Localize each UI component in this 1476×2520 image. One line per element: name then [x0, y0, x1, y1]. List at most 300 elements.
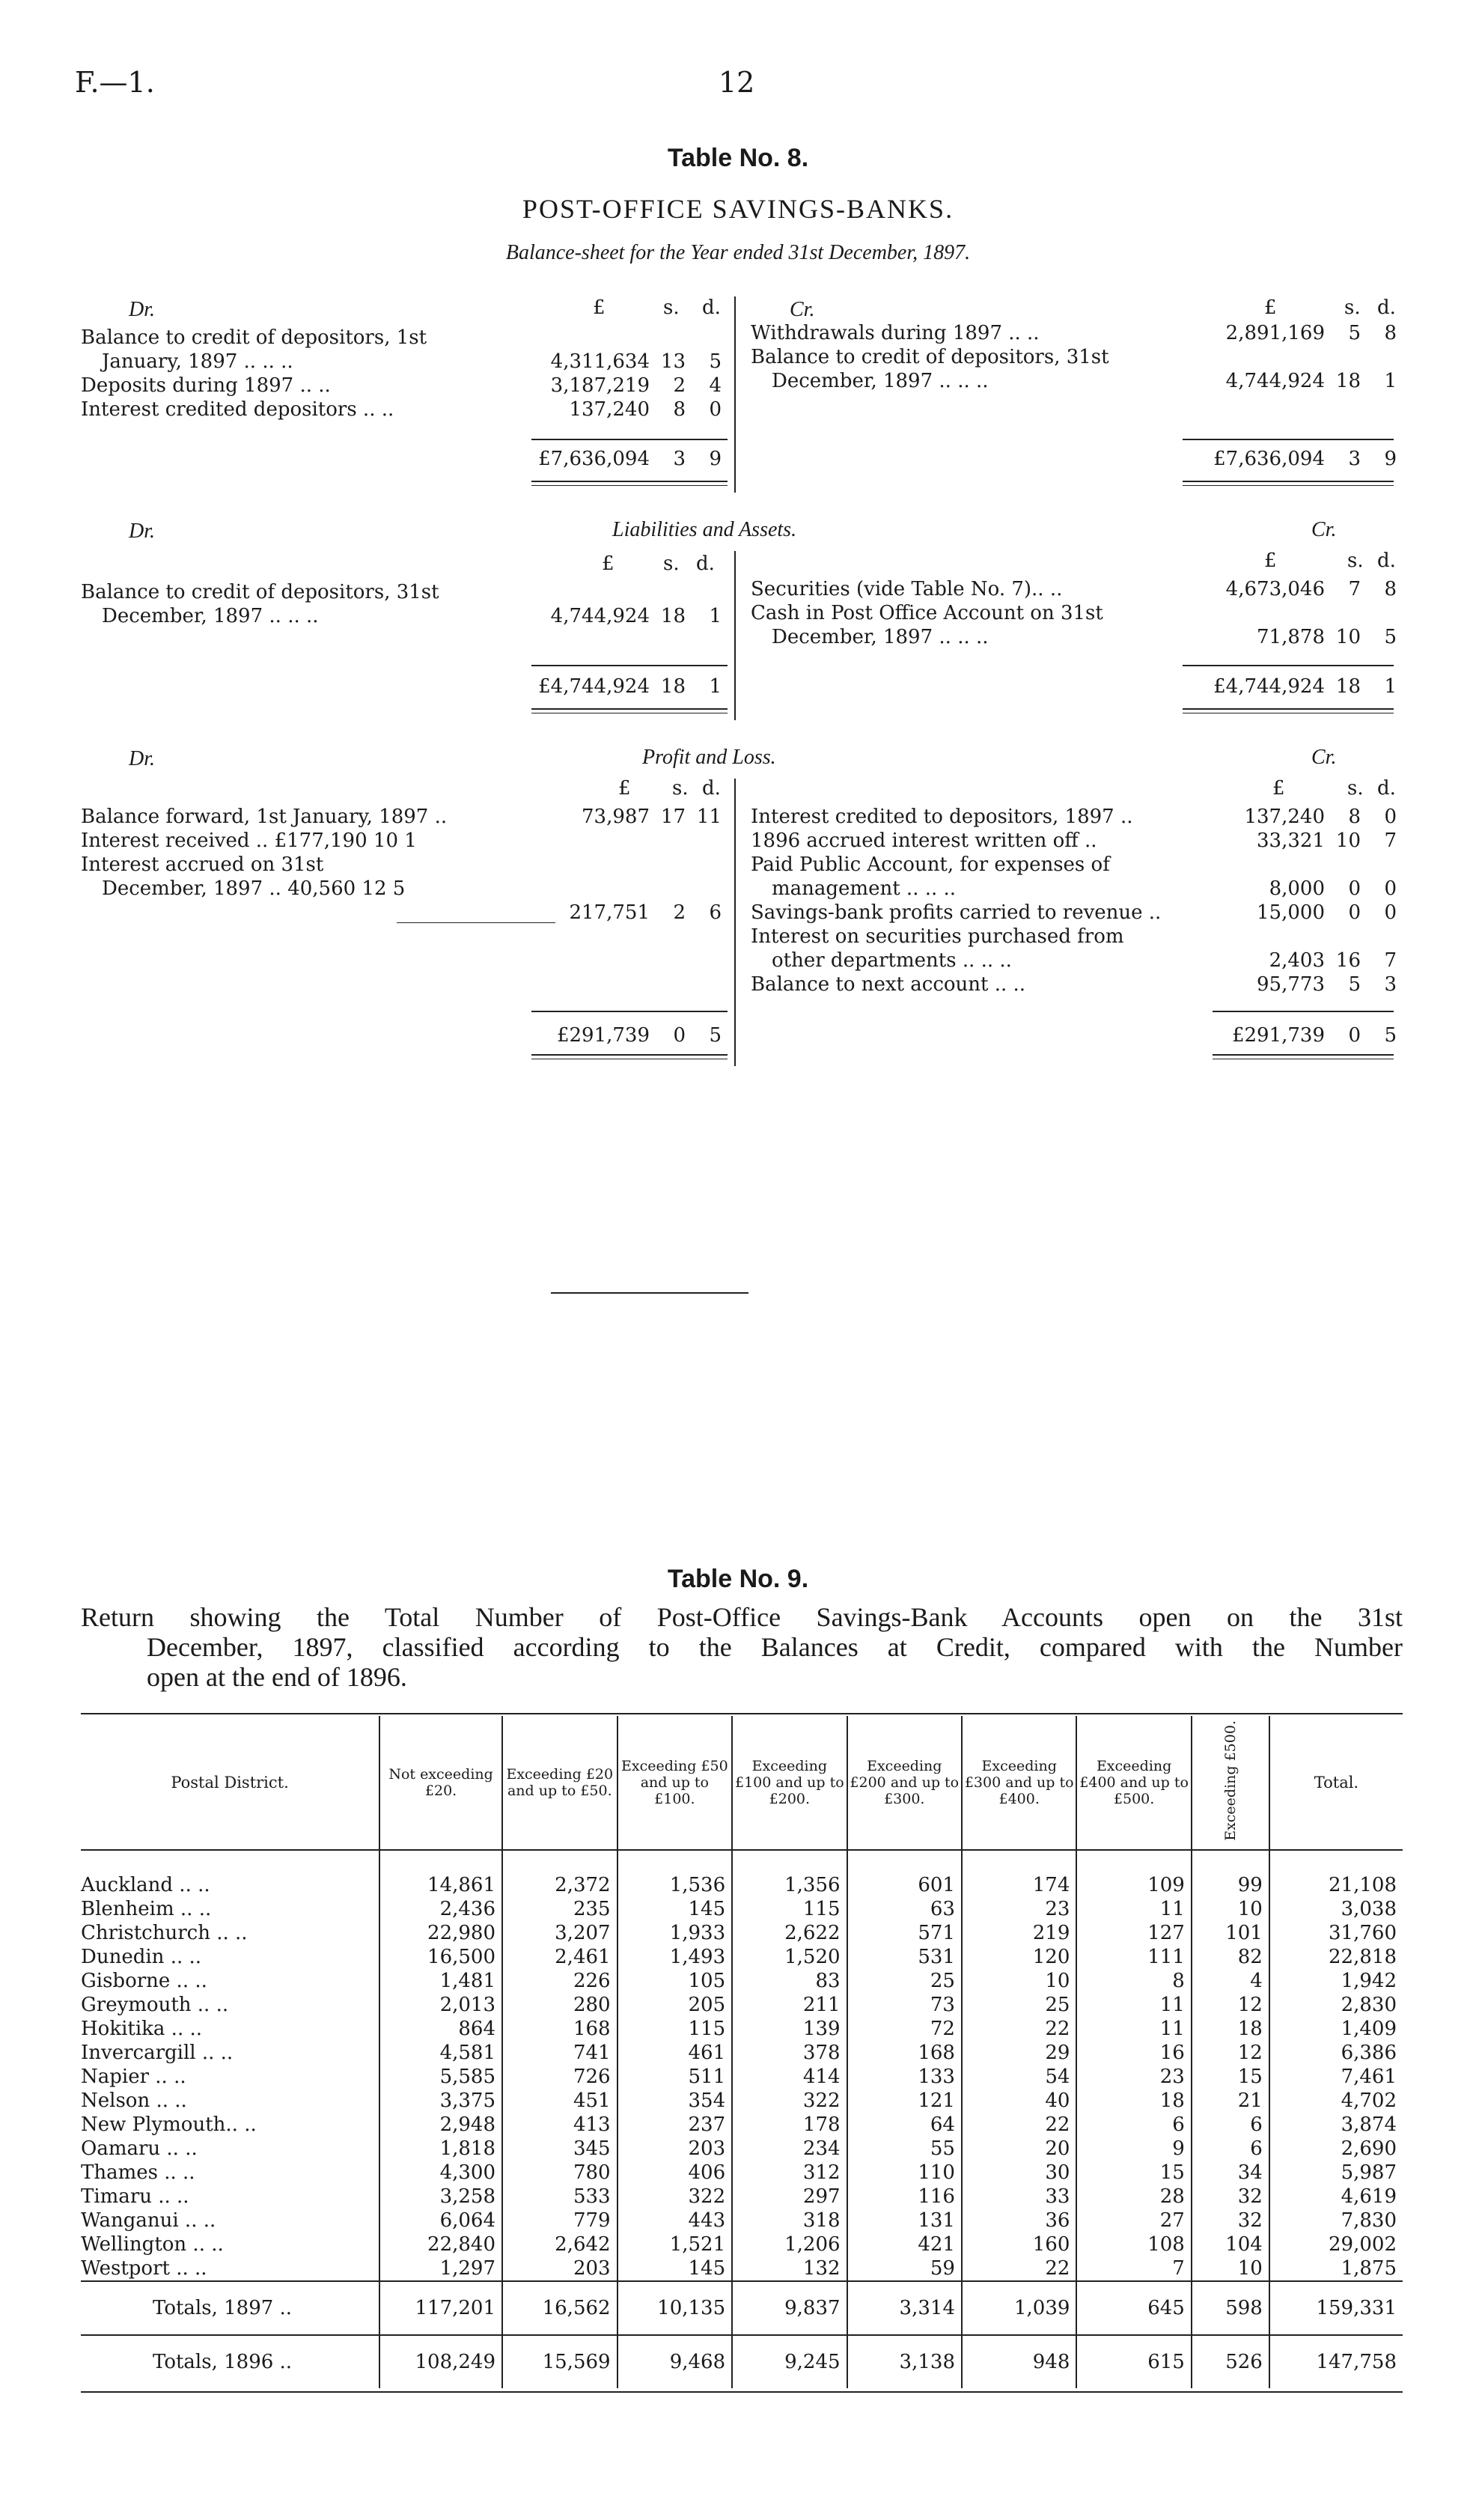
- amount-shillings: 5: [1348, 322, 1361, 344]
- count-cell: 10: [962, 1969, 1076, 1993]
- count-cell: 16,500: [379, 1945, 502, 1969]
- count-cell: 219: [962, 1921, 1076, 1945]
- count-cell: 461: [617, 2041, 733, 2065]
- table-top-rule: [81, 1713, 1403, 1714]
- count-cell: 2,690: [1269, 2137, 1403, 2161]
- liabilities-total-d: 1: [709, 675, 722, 698]
- count-cell: 33: [962, 2185, 1076, 2209]
- count-cell: 59: [847, 2256, 962, 2281]
- count-cell: 1,493: [617, 1945, 733, 1969]
- amount-pence: 5: [1384, 626, 1397, 648]
- rule: [531, 481, 728, 482]
- count-cell: 864: [379, 2017, 502, 2041]
- rule: [531, 485, 728, 486]
- count-cell: 12: [1192, 1993, 1269, 2017]
- dr-label: Dr.: [129, 520, 156, 543]
- pence-header: d.: [696, 553, 715, 575]
- section-separator: [551, 1292, 748, 1294]
- count-cell: 29: [962, 2041, 1076, 2065]
- pound-header: £: [1264, 296, 1277, 319]
- amount-shillings: 8: [1348, 806, 1361, 828]
- amount-pounds: 73,987: [582, 806, 650, 828]
- amount-shillings: 18: [1335, 370, 1361, 392]
- count-cell: 131: [847, 2209, 962, 2233]
- count-cell: 11: [1076, 1897, 1191, 1921]
- count-cell: 4,581: [379, 2041, 502, 2065]
- assets-total-d: 1: [1384, 675, 1397, 698]
- rule: [1213, 1054, 1394, 1056]
- count-cell: 9,837: [732, 2281, 847, 2335]
- column-header-vertical: Exceeding £500.: [1222, 1720, 1239, 1841]
- entry-label: Balance forward, 1st January, 1897 ..: [81, 806, 448, 828]
- count-cell: 318: [732, 2209, 847, 2233]
- count-cell: 9: [1076, 2137, 1191, 2161]
- pence-header: d.: [1377, 550, 1396, 572]
- district-cell: Totals, 1896 ..: [81, 2335, 379, 2388]
- count-cell: 145: [617, 1897, 733, 1921]
- count-cell: 598: [1192, 2281, 1269, 2335]
- amount-pounds: 2,891,169: [1225, 322, 1325, 344]
- table-row: [81, 2113, 1403, 2137]
- count-cell: 101: [1192, 1921, 1269, 1945]
- totals-row: [81, 2281, 1403, 2335]
- count-cell: 1,356: [732, 1850, 847, 1897]
- count-cell: 14,861: [379, 1850, 502, 1897]
- table9-intro: [81, 1602, 1403, 1692]
- amount-pounds: 2,403: [1269, 949, 1325, 972]
- amount-pounds: 4,673,046: [1225, 578, 1325, 600]
- pound-header: £: [593, 296, 606, 319]
- column-divider: [734, 779, 736, 1066]
- shilling-header: s.: [672, 777, 689, 800]
- count-cell: 40: [962, 2089, 1076, 2113]
- amount-pounds: 4,311,634: [550, 350, 650, 373]
- count-cell: 6,064: [379, 2209, 502, 2233]
- count-cell: 211: [732, 1993, 847, 2017]
- page-reference: F.—1.: [75, 66, 155, 99]
- rule: [531, 1054, 728, 1056]
- amount-pounds: 137,240: [1244, 806, 1325, 828]
- count-cell: 111: [1076, 1945, 1191, 1969]
- district-cell: Wellington .. ..: [81, 2233, 224, 2256]
- amount-pence: 11: [696, 806, 722, 828]
- count-cell: 117,201: [379, 2281, 502, 2335]
- count-cell: 5,585: [379, 2065, 502, 2089]
- count-cell: 2,830: [1269, 1993, 1403, 2017]
- district-cell: Westport .. ..: [81, 2256, 207, 2280]
- count-cell: 4,619: [1269, 2185, 1403, 2209]
- count-cell: 108,249: [379, 2335, 502, 2388]
- amount-pounds: 137,240: [569, 398, 650, 421]
- count-cell: 30: [962, 2161, 1076, 2185]
- table-row: [81, 1850, 1403, 1897]
- table8-subheading: Balance-sheet for the Year ended 31st December, 1897.: [505, 241, 971, 264]
- page-number: 12: [719, 66, 755, 99]
- count-cell: 32: [1192, 2185, 1269, 2209]
- amount-shillings: 0: [1348, 901, 1361, 924]
- count-cell: 159,331: [1269, 2281, 1403, 2335]
- count-cell: 1,933: [617, 1921, 733, 1945]
- entry-label: Interest on securities purchased from: [751, 925, 1124, 948]
- rule: [397, 922, 555, 923]
- amount-pence: 1: [709, 605, 722, 627]
- count-cell: 27: [1076, 2209, 1191, 2233]
- count-cell: 6: [1192, 2113, 1269, 2137]
- shilling-header: s.: [1347, 550, 1364, 572]
- pence-header: d.: [1377, 777, 1396, 800]
- count-cell: 615: [1076, 2335, 1191, 2388]
- entry-label: December, 1897 .. 40,560 12 5: [102, 877, 406, 900]
- count-cell: 6: [1076, 2113, 1191, 2137]
- count-cell: 526: [1192, 2335, 1269, 2388]
- amount-pence: 6: [709, 901, 722, 924]
- count-cell: 312: [732, 2161, 847, 2185]
- count-cell: 235: [502, 1897, 617, 1921]
- count-cell: 1,942: [1269, 1969, 1403, 1993]
- count-cell: 451: [502, 2089, 617, 2113]
- count-cell: 116: [847, 2185, 962, 2209]
- district-cell: Gisborne .. ..: [81, 1969, 207, 1992]
- table-row: [81, 1921, 1403, 1945]
- count-cell: 20: [962, 2137, 1076, 2161]
- count-cell: 22,818: [1269, 1945, 1403, 1969]
- shilling-header: s.: [663, 296, 680, 319]
- count-cell: 948: [962, 2335, 1076, 2388]
- count-cell: 3,375: [379, 2089, 502, 2113]
- count-cell: 16: [1076, 2041, 1191, 2065]
- column-header: Exceeding £20 and up to £50.: [502, 1716, 617, 1850]
- entry-label: Securities (vide Table No. 7).. ..: [751, 578, 1063, 600]
- entry-label: Deposits during 1897 .. ..: [81, 374, 331, 397]
- count-cell: 2,013: [379, 1993, 502, 2017]
- count-cell: 168: [847, 2041, 962, 2065]
- amount-pence: 0: [1384, 877, 1397, 900]
- district-cell: Greymouth .. ..: [81, 1993, 229, 2016]
- count-cell: 226: [502, 1969, 617, 1993]
- district-cell: Invercargill .. ..: [81, 2041, 234, 2064]
- count-cell: 4: [1192, 1969, 1269, 1993]
- count-cell: 780: [502, 2161, 617, 2185]
- profit-loss-total-left-d: 5: [709, 1024, 722, 1047]
- count-cell: 5,987: [1269, 2161, 1403, 2185]
- totals-row: [81, 2335, 1403, 2388]
- count-cell: 15: [1192, 2065, 1269, 2089]
- count-cell: 511: [617, 2065, 733, 2089]
- table-row: [81, 2065, 1403, 2089]
- table-row: [81, 2185, 1403, 2209]
- amount-pounds: 217,751: [569, 901, 650, 924]
- liabilities-total-s: 18: [660, 675, 686, 698]
- amount-pence: 7: [1384, 830, 1397, 852]
- entry-label: January, 1897 .. .. ..: [102, 350, 293, 373]
- column-divider: [734, 296, 736, 493]
- rule: [531, 708, 728, 710]
- count-cell: 1,297: [379, 2256, 502, 2281]
- amount-pence: 0: [1384, 901, 1397, 924]
- profit-loss-total-left: £291,739: [556, 1024, 650, 1047]
- liabilities-total: £4,744,924: [538, 675, 650, 698]
- count-cell: 18: [1076, 2089, 1191, 2113]
- count-cell: 178: [732, 2113, 847, 2137]
- count-cell: 29,002: [1269, 2233, 1403, 2256]
- amount-pounds: 33,321: [1257, 830, 1325, 852]
- count-cell: 36: [962, 2209, 1076, 2233]
- table-header-row: [81, 1716, 1403, 1850]
- count-cell: 55: [847, 2137, 962, 2161]
- column-header: Postal District.: [81, 1716, 379, 1850]
- count-cell: 406: [617, 2161, 733, 2185]
- count-cell: 3,874: [1269, 2113, 1403, 2137]
- entry-label: Savings-bank profits carried to revenue ..: [751, 901, 1162, 924]
- count-cell: 1,039: [962, 2281, 1076, 2335]
- district-cell: New Plymouth.. ..: [81, 2113, 257, 2136]
- table8-title: Table No. 8.: [667, 144, 809, 172]
- count-cell: 1,536: [617, 1850, 733, 1897]
- count-cell: 15: [1076, 2161, 1191, 2185]
- district-cell: Dunedin .. ..: [81, 1945, 202, 1968]
- district-cell: Totals, 1897 ..: [81, 2281, 379, 2335]
- count-cell: 2,372: [502, 1850, 617, 1897]
- count-cell: 28: [1076, 2185, 1191, 2209]
- count-cell: 10: [1192, 2256, 1269, 2281]
- entry-label: Interest credited depositors .. ..: [81, 398, 394, 421]
- entry-label: December, 1897 .. .. ..: [102, 605, 319, 627]
- count-cell: 7: [1076, 2256, 1191, 2281]
- count-cell: 168: [502, 2017, 617, 2041]
- table-row: [81, 2161, 1403, 2185]
- column-header: Exceeding £50 and up to £100.: [617, 1716, 733, 1850]
- count-cell: 18: [1192, 2017, 1269, 2041]
- table-row: [81, 2017, 1403, 2041]
- count-cell: 22: [962, 2113, 1076, 2137]
- rule: [1183, 485, 1394, 486]
- count-cell: 8: [1076, 1969, 1191, 1993]
- count-cell: 1,206: [732, 2233, 847, 2256]
- balance-total-left-d: 9: [709, 448, 722, 470]
- table8-heading: POST-OFFICE SAVINGS-BANKS.: [522, 194, 954, 224]
- cr-label: Cr.: [790, 298, 815, 321]
- district-cell: Timaru .. ..: [81, 2185, 189, 2208]
- count-cell: 1,409: [1269, 2017, 1403, 2041]
- count-cell: 25: [962, 1993, 1076, 2017]
- district-cell: Wanganui .. ..: [81, 2209, 216, 2232]
- count-cell: 7,461: [1269, 2065, 1403, 2089]
- count-cell: 421: [847, 2233, 962, 2256]
- count-cell: 7,830: [1269, 2209, 1403, 2233]
- count-cell: 83: [732, 1969, 847, 1993]
- table-row: [81, 1945, 1403, 1969]
- rule: [531, 665, 728, 666]
- count-cell: 203: [502, 2256, 617, 2281]
- count-cell: 378: [732, 2041, 847, 2065]
- pound-header: £: [618, 777, 631, 800]
- district-cell: Auckland .. ..: [81, 1873, 210, 1896]
- count-cell: 2,642: [502, 2233, 617, 2256]
- balance-total-left-s: 3: [673, 448, 686, 470]
- count-cell: 109: [1076, 1850, 1191, 1897]
- column-header: Exceeding £400 and up to £500.: [1076, 1716, 1191, 1850]
- district-cell: Nelson .. ..: [81, 2089, 187, 2112]
- pound-header: £: [1264, 550, 1277, 572]
- table-row: [81, 1969, 1403, 1993]
- count-cell: 203: [617, 2137, 733, 2161]
- column-header: Exceeding £100 and up to £200.: [732, 1716, 847, 1850]
- table-body: [81, 1850, 1403, 2388]
- amount-pounds: 15,000: [1257, 901, 1325, 924]
- amount-shillings: 16: [1335, 949, 1361, 972]
- intro-line: Return showing the Total Number of Post-Office Savings-Bank Accounts open on the 31st: [81, 1602, 1403, 1632]
- rule: [1213, 1011, 1394, 1012]
- count-cell: 115: [617, 2017, 733, 2041]
- amount-shillings: 2: [673, 374, 686, 397]
- table-row: [81, 2256, 1403, 2281]
- count-cell: 234: [732, 2137, 847, 2161]
- count-cell: 601: [847, 1850, 962, 1897]
- amount-pence: 3: [1384, 973, 1397, 996]
- count-cell: 9,468: [617, 2335, 733, 2388]
- table-bottom-rule: [81, 2391, 1403, 2393]
- count-cell: 413: [502, 2113, 617, 2137]
- rule: [1183, 481, 1394, 482]
- entry-label: Balance to credit of depositors, 1st: [81, 326, 427, 349]
- count-cell: 6: [1192, 2137, 1269, 2161]
- entry-label: Balance to credit of depositors, 31st: [751, 346, 1109, 368]
- count-cell: 9,245: [732, 2335, 847, 2388]
- cr-label: Cr.: [1311, 518, 1337, 541]
- amount-pounds: 8,000: [1269, 877, 1325, 900]
- balance-total-right: £7,636,094: [1213, 448, 1325, 470]
- amount-pounds: 95,773: [1257, 973, 1325, 996]
- count-cell: 10: [1192, 1897, 1269, 1921]
- count-cell: 322: [732, 2089, 847, 2113]
- entry-label: Cash in Post Office Account on 31st: [751, 602, 1103, 624]
- count-cell: 2,436: [379, 1897, 502, 1921]
- amount-shillings: 10: [1335, 626, 1361, 648]
- count-cell: 23: [1076, 2065, 1191, 2089]
- rule: [1183, 665, 1394, 666]
- pound-header: £: [602, 553, 615, 575]
- count-cell: 3,138: [847, 2335, 962, 2388]
- profit-loss-total-left-s: 0: [673, 1024, 686, 1047]
- entry-label: Balance to credit of depositors, 31st: [81, 581, 439, 603]
- count-cell: 280: [502, 1993, 617, 2017]
- count-cell: 322: [617, 2185, 733, 2209]
- count-cell: 63: [847, 1897, 962, 1921]
- count-cell: 533: [502, 2185, 617, 2209]
- amount-shillings: 7: [1348, 578, 1361, 600]
- count-cell: 237: [617, 2113, 733, 2137]
- count-cell: 22: [962, 2017, 1076, 2041]
- count-cell: 31,760: [1269, 1921, 1403, 1945]
- column-header: Not exceeding £20.: [379, 1716, 502, 1850]
- count-cell: 21,108: [1269, 1850, 1403, 1897]
- count-cell: 110: [847, 2161, 962, 2185]
- amount-shillings: 13: [660, 350, 686, 373]
- shilling-header: s.: [1347, 777, 1364, 800]
- count-cell: 108: [1076, 2233, 1191, 2256]
- count-cell: 104: [1192, 2233, 1269, 2256]
- count-cell: 82: [1192, 1945, 1269, 1969]
- amount-pence: 1: [1384, 370, 1397, 392]
- entry-label: Withdrawals during 1897 .. ..: [751, 322, 1040, 344]
- pence-header: d.: [702, 777, 721, 800]
- count-cell: 105: [617, 1969, 733, 1993]
- count-cell: 21: [1192, 2089, 1269, 2113]
- count-cell: 2,461: [502, 1945, 617, 1969]
- count-cell: 73: [847, 1993, 962, 2017]
- count-cell: 354: [617, 2089, 733, 2113]
- amount-pence: 4: [709, 374, 722, 397]
- pence-header: d.: [702, 296, 721, 319]
- count-cell: 6,386: [1269, 2041, 1403, 2065]
- count-cell: 205: [617, 1993, 733, 2017]
- intro-line: December, 1897, classified according to the Balances at Credit, compared with the Number: [147, 1632, 1403, 1662]
- liabilities-heading: Liabilities and Assets.: [612, 518, 797, 541]
- count-cell: 2,948: [379, 2113, 502, 2137]
- assets-total: £4,744,924: [1213, 675, 1325, 698]
- count-cell: 571: [847, 1921, 962, 1945]
- count-cell: 15,569: [502, 2335, 617, 2388]
- count-cell: 3,314: [847, 2281, 962, 2335]
- count-cell: 127: [1076, 1921, 1191, 1945]
- count-cell: 145: [617, 2256, 733, 2281]
- count-cell: 779: [502, 2209, 617, 2233]
- count-cell: 297: [732, 2185, 847, 2209]
- shilling-header: s.: [1344, 296, 1361, 319]
- amount-shillings: 5: [1348, 973, 1361, 996]
- count-cell: 64: [847, 2113, 962, 2137]
- pence-header: d.: [1377, 296, 1396, 319]
- amount-pence: 8: [1384, 578, 1397, 600]
- count-cell: 1,521: [617, 2233, 733, 2256]
- amount-pounds: 71,878: [1257, 626, 1325, 648]
- accounts-table: [81, 1716, 1403, 2388]
- entry-label: December, 1897 .. .. ..: [772, 370, 989, 392]
- count-cell: 54: [962, 2065, 1076, 2089]
- count-cell: 345: [502, 2137, 617, 2161]
- table-row: [81, 2233, 1403, 2256]
- count-cell: 531: [847, 1945, 962, 1969]
- district-cell: Thames .. ..: [81, 2161, 195, 2184]
- balance-total-left: £7,636,094: [538, 448, 650, 470]
- count-cell: 3,038: [1269, 1897, 1403, 1921]
- count-cell: 139: [732, 2017, 847, 2041]
- count-cell: 1,875: [1269, 2256, 1403, 2281]
- amount-pence: 0: [709, 398, 722, 421]
- count-cell: 4,702: [1269, 2089, 1403, 2113]
- count-cell: 645: [1076, 2281, 1191, 2335]
- table9-title: Table No. 9.: [667, 1565, 809, 1593]
- entry-label: December, 1897 .. .. ..: [772, 626, 989, 648]
- district-cell: Oamaru .. ..: [81, 2137, 198, 2160]
- count-cell: 121: [847, 2089, 962, 2113]
- count-cell: 3,258: [379, 2185, 502, 2209]
- count-cell: 160: [962, 2233, 1076, 2256]
- intro-line: open at the end of 1896.: [147, 1662, 407, 1692]
- amount-shillings: 0: [1348, 877, 1361, 900]
- profit-loss-total-right-s: 0: [1348, 1024, 1361, 1047]
- count-cell: 1,481: [379, 1969, 502, 1993]
- count-cell: 3,207: [502, 1921, 617, 1945]
- table-row: [81, 2209, 1403, 2233]
- count-cell: 23: [962, 1897, 1076, 1921]
- amount-shillings: 2: [673, 901, 686, 924]
- profit-loss-heading: Profit and Loss.: [642, 746, 776, 769]
- profit-loss-total-right-d: 5: [1384, 1024, 1397, 1047]
- amount-pence: 5: [709, 350, 722, 373]
- count-cell: 1,818: [379, 2137, 502, 2161]
- amount-pounds: 4,744,924: [550, 605, 650, 627]
